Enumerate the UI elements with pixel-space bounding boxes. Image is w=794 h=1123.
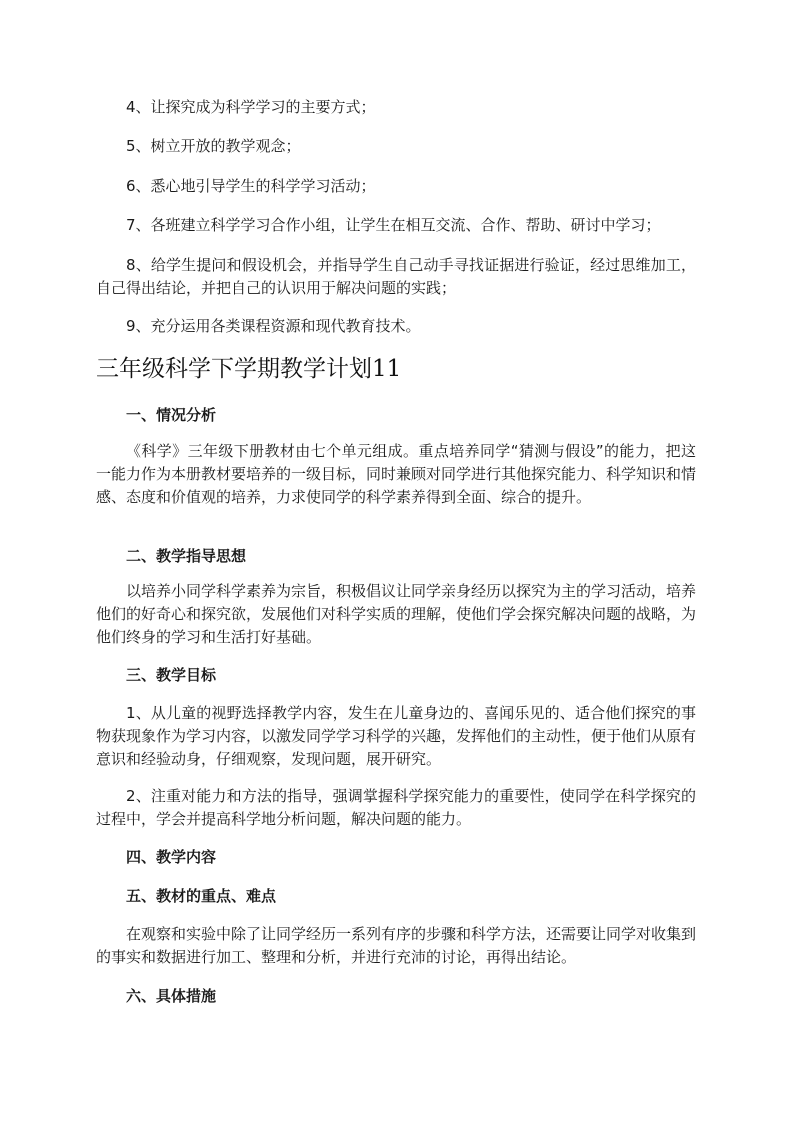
section-heading-goals: 三、教学目标 xyxy=(126,666,217,684)
list-item: 8、给学生提问和假设机会，并指导学生自己动手寻找证据进行验证，经过思维加工，自己得出结论，并把自己的认识用于解决问题的实践； xyxy=(96,256,696,297)
section-heading-measures: 六、具体措施 xyxy=(126,987,217,1005)
list-item: 5、树立开放的教学观念； xyxy=(126,137,301,155)
section-heading-keypoints: 五、教材的重点、难点 xyxy=(126,887,277,905)
paragraph-guidance: 以培养小同学科学素养为宗旨，积极倡议让同学亲身经历以探究为主的学习活动，培养他们的好奇心和探究欲，发展他们对科学实质的理解，使他们学会探究解决问题的战略，为他们终身的学习和生活打好基础。 xyxy=(96,582,697,646)
section-heading-analysis: 一、情况分析 xyxy=(126,406,217,424)
paragraph-analysis: 《科学》三年级下册教材由七个单元组成。重点培养同学“猜测与假设”的能力，把这一能力作为本册教材要培养的一级目标，同时兼顾对同学进行其他探究能力、科学知识和情感、态度和价值观的培养，力求使同学的科学素养得到全面、综合的提升。 xyxy=(96,442,697,506)
page-title: 三年级科学下学期教学计划11 xyxy=(96,356,402,382)
section-heading-content: 四、教学内容 xyxy=(126,848,217,866)
list-item: 4、让探究成为科学学习的主要方式； xyxy=(126,98,376,116)
list-item: 6、悉心地引导学生的科学学习活动； xyxy=(126,177,376,195)
list-item: 7、各班建立科学学习合作小组，让学生在相互交流、合作、帮助、研讨中学习； xyxy=(126,216,661,234)
paragraph-keypoints: 在观察和实验中除了让同学经历一系列有序的步骤和科学方法，还需要让同学对收集到的事实和数据进行加工、整理和分析，并进行充沛的讨论，再得出结论。 xyxy=(96,925,697,966)
section-heading-guidance: 二、教学指导思想 xyxy=(126,547,247,565)
paragraph-goal-1: 1、从儿童的视野选择教学内容，发生在儿童身边的、喜闻乐见的、适合他们探究的事物获现象作为学习内容，以激发同学学习科学的兴趣，发挥他们的主动性，便于他们从原有意识和经验动身，仔细观察，发现问题，展开研究。 xyxy=(96,704,697,768)
list-item: 9、充分运用各类课程资源和现代教育技术。 xyxy=(126,317,421,335)
paragraph-goal-2: 2、注重对能力和方法的指导，强调掌握科学探究能力的重要性，使同学在科学探究的过程中，学会并提高科学地分析问题，解决问题的能力。 xyxy=(96,787,696,828)
